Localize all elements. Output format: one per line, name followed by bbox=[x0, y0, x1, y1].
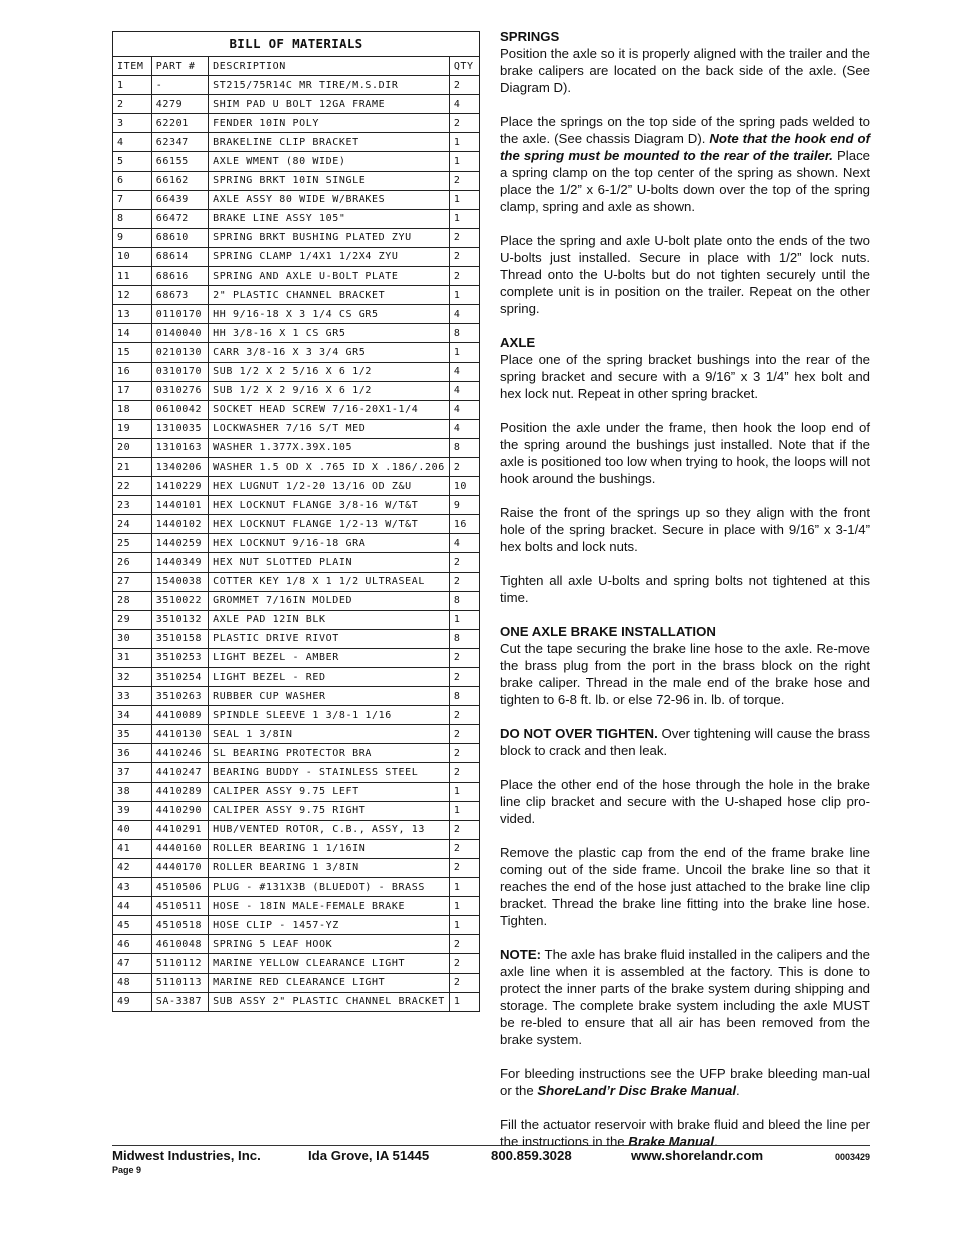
table-row bbox=[113, 228, 480, 247]
cell-description: LOCKWASHER 7/16 S/T MED bbox=[209, 419, 450, 438]
cell-qty: 16 bbox=[449, 515, 479, 534]
cell-part: 4510518 bbox=[151, 916, 208, 935]
springs-p2-emphasis: Note that the hook end of the spring must be mounted to the rear of the trailer. bbox=[500, 131, 870, 163]
cell-item: 13 bbox=[113, 305, 152, 324]
cell-qty: 4 bbox=[449, 400, 479, 419]
footer-city: Ida Grove, IA 51445 bbox=[308, 1148, 430, 1163]
springs-paragraph-1: Position the axle so it is properly aligned with the trailer and the brake calipers are located on the back side of the axle. (See Diagram D). bbox=[500, 46, 870, 95]
cell-qty: 2 bbox=[449, 668, 479, 687]
cell-qty: 8 bbox=[449, 687, 479, 706]
cell-item: 34 bbox=[113, 706, 152, 725]
brake-paragraph-4: Remove the plastic cap from the end of the frame brake line coming out of the side frame. Uncoil the brake line so that it reaches the end of the hose just attached to the brake line clip bracket. Thread the brake line fitting into the brake line hose. Tighten. bbox=[500, 845, 870, 928]
table-row bbox=[113, 209, 480, 228]
table-row bbox=[113, 610, 480, 629]
cell-part: 4410246 bbox=[151, 744, 208, 763]
cell-item: 2 bbox=[113, 95, 152, 114]
cell-qty: 1 bbox=[449, 152, 479, 171]
cell-part: 0140040 bbox=[151, 324, 208, 343]
cell-description: SL BEARING PROTECTOR BRA bbox=[209, 744, 450, 763]
cell-part: - bbox=[151, 76, 208, 95]
table-row bbox=[113, 973, 480, 992]
cell-qty: 10 bbox=[449, 477, 479, 496]
cell-description: SPRING 5 LEAF HOOK bbox=[209, 935, 450, 954]
cell-qty: 2 bbox=[449, 935, 479, 954]
brake-warning-rest: Over tightening will cause the brass block to crack and then leak. bbox=[500, 726, 870, 758]
cell-qty: 1 bbox=[449, 916, 479, 935]
fill-start: Fill the actuator reservoir with brake fluid and bleed the line per the instructions in the bbox=[500, 1117, 870, 1149]
cell-item: 14 bbox=[113, 324, 152, 343]
table-row bbox=[113, 687, 480, 706]
cell-description: SPRING AND AXLE U-BOLT PLATE bbox=[209, 267, 450, 286]
cell-description: BRAKE LINE ASSY 105" bbox=[209, 209, 450, 228]
table-row bbox=[113, 878, 480, 897]
cell-item: 10 bbox=[113, 247, 152, 266]
cell-description: HEX NUT SLOTTED PLAIN bbox=[209, 553, 450, 572]
cell-qty: 8 bbox=[449, 591, 479, 610]
cell-item: 49 bbox=[113, 992, 152, 1011]
bleed-end: . bbox=[736, 1083, 740, 1098]
table-row bbox=[113, 744, 480, 763]
cell-qty: 2 bbox=[449, 706, 479, 725]
cell-description: HEX LUGNUT 1/2-20 13/16 OD Z&U bbox=[209, 477, 450, 496]
cell-description: SUB ASSY 2" PLASTIC CHANNEL BRACKET bbox=[209, 992, 450, 1011]
cell-item: 27 bbox=[113, 572, 152, 591]
table-row bbox=[113, 954, 480, 973]
axle-paragraph-3: Raise the front of the springs up so they align with the front hole of the spring bracket. Secure in place with 9/16” x 3-1/4” hex bolts and lock nuts. bbox=[500, 505, 870, 554]
table-row bbox=[113, 706, 480, 725]
cell-qty: 1 bbox=[449, 343, 479, 362]
cell-part: 68673 bbox=[151, 286, 208, 305]
axle-paragraph-2: Position the axle under the frame, then hook the loop end of the spring around the bushings just installed. Note that if the axle is positioned too low when trying to hook, the loops will not hook around the bushings. bbox=[500, 420, 870, 486]
cell-qty: 9 bbox=[449, 496, 479, 515]
cell-part: 1310035 bbox=[151, 419, 208, 438]
axle-paragraph-4: Tighten all axle U-bolts and spring bolts not tightened at this time. bbox=[500, 573, 870, 605]
cell-part: 4410247 bbox=[151, 763, 208, 782]
cell-description: AXLE ASSY 80 WIDE W/BRAKES bbox=[209, 190, 450, 209]
axle-heading: AXLE bbox=[500, 335, 536, 350]
table-row bbox=[113, 133, 480, 152]
bleed-start: For bleeding instructions see the UFP brake bleeding man-ual or the bbox=[500, 1066, 870, 1098]
cell-description: GROMMET 7/16IN MOLDED bbox=[209, 591, 450, 610]
cell-description: ROLLER BEARING 1 3/8IN bbox=[209, 858, 450, 877]
cell-part: 5110112 bbox=[151, 954, 208, 973]
cell-item: 16 bbox=[113, 362, 152, 381]
footer-website: www.shorelandr.com bbox=[631, 1148, 764, 1163]
springs-p2-start: Place the springs on the top side of the spring pads welded to the axle. (See chassis Diagram D). bbox=[500, 114, 870, 146]
table-row bbox=[113, 992, 480, 1011]
cell-qty: 1 bbox=[449, 992, 479, 1011]
table-row bbox=[113, 95, 480, 114]
cell-item: 8 bbox=[113, 209, 152, 228]
cell-item: 18 bbox=[113, 400, 152, 419]
cell-description: RUBBER CUP WASHER bbox=[209, 687, 450, 706]
bleeding-paragraph bbox=[500, 1065, 870, 1099]
fill-manual-title: Brake Manual bbox=[628, 1134, 715, 1149]
cell-part: 4610048 bbox=[151, 935, 208, 954]
cell-item: 41 bbox=[113, 839, 152, 858]
cell-item: 9 bbox=[113, 228, 152, 247]
cell-part: 4510506 bbox=[151, 878, 208, 897]
header-qty: QTY bbox=[449, 57, 479, 76]
cell-part: 4510511 bbox=[151, 897, 208, 916]
cell-item: 35 bbox=[113, 725, 152, 744]
header-description: DESCRIPTION bbox=[209, 57, 450, 76]
cell-part: 66439 bbox=[151, 190, 208, 209]
table-row bbox=[113, 419, 480, 438]
table-row bbox=[113, 935, 480, 954]
cell-qty: 1 bbox=[449, 209, 479, 228]
cell-part: 0210130 bbox=[151, 343, 208, 362]
cell-part: 4410289 bbox=[151, 782, 208, 801]
cell-qty: 2 bbox=[449, 228, 479, 247]
cell-item: 38 bbox=[113, 782, 152, 801]
table-row bbox=[113, 801, 480, 820]
instructions-column bbox=[500, 28, 870, 1167]
cell-qty: 4 bbox=[449, 381, 479, 400]
cell-part: 0310170 bbox=[151, 362, 208, 381]
cell-description: CALIPER ASSY 9.75 RIGHT bbox=[209, 801, 450, 820]
cell-qty: 2 bbox=[449, 247, 479, 266]
cell-item: 11 bbox=[113, 267, 152, 286]
cell-part: 66162 bbox=[151, 171, 208, 190]
table-row bbox=[113, 362, 480, 381]
cell-part: 68616 bbox=[151, 267, 208, 286]
table-row bbox=[113, 152, 480, 171]
cell-item: 3 bbox=[113, 114, 152, 133]
cell-qty: 4 bbox=[449, 305, 479, 324]
cell-part: 3510254 bbox=[151, 668, 208, 687]
cell-description: WASHER 1.377X.39X.105 bbox=[209, 438, 450, 457]
cell-item: 30 bbox=[113, 629, 152, 648]
cell-item: 12 bbox=[113, 286, 152, 305]
fill-end: . bbox=[714, 1134, 718, 1149]
cell-description: LIGHT BEZEL - RED bbox=[209, 668, 450, 687]
cell-item: 5 bbox=[113, 152, 152, 171]
table-row bbox=[113, 457, 480, 476]
cell-qty: 2 bbox=[449, 553, 479, 572]
table-row bbox=[113, 782, 480, 801]
cell-description: HH 9/16-18 X 3 1/4 CS GR5 bbox=[209, 305, 450, 324]
header-item: ITEM bbox=[113, 57, 152, 76]
cell-qty: 2 bbox=[449, 820, 479, 839]
cell-description: SPRING CLAMP 1/4X1 1/2X4 ZYU bbox=[209, 247, 450, 266]
table-row bbox=[113, 763, 480, 782]
table-row bbox=[113, 897, 480, 916]
cell-item: 33 bbox=[113, 687, 152, 706]
cell-item: 28 bbox=[113, 591, 152, 610]
cell-description: SUB 1/2 X 2 5/16 X 6 1/2 bbox=[209, 362, 450, 381]
cell-item: 37 bbox=[113, 763, 152, 782]
cell-description: HOSE CLIP - 1457-YZ bbox=[209, 916, 450, 935]
table-row bbox=[113, 591, 480, 610]
cell-qty: 1 bbox=[449, 801, 479, 820]
bom-body bbox=[113, 76, 480, 1012]
cell-qty: 2 bbox=[449, 171, 479, 190]
cell-item: 23 bbox=[113, 496, 152, 515]
cell-qty: 8 bbox=[449, 629, 479, 648]
cell-qty: 2 bbox=[449, 973, 479, 992]
brake-heading: ONE AXLE BRAKE INSTALLATION bbox=[500, 624, 716, 639]
table-row bbox=[113, 534, 480, 553]
cell-part: 68614 bbox=[151, 247, 208, 266]
table-row bbox=[113, 343, 480, 362]
table-row bbox=[113, 477, 480, 496]
table-row bbox=[113, 76, 480, 95]
cell-item: 45 bbox=[113, 916, 152, 935]
cell-description: CALIPER ASSY 9.75 LEFT bbox=[209, 782, 450, 801]
cell-description: ST215/75R14C MR TIRE/M.S.DIR bbox=[209, 76, 450, 95]
bom-title: BILL OF MATERIALS bbox=[112, 31, 480, 56]
cell-description: SHIM PAD U BOLT 12GA FRAME bbox=[209, 95, 450, 114]
note-label: NOTE: bbox=[500, 947, 542, 962]
table-row bbox=[113, 553, 480, 572]
cell-description: SOCKET HEAD SCREW 7/16-20X1-1/4 bbox=[209, 400, 450, 419]
cell-part: 4440160 bbox=[151, 839, 208, 858]
table-row bbox=[113, 572, 480, 591]
cell-item: 46 bbox=[113, 935, 152, 954]
bill-of-materials-table bbox=[112, 31, 480, 1012]
cell-qty: 1 bbox=[449, 286, 479, 305]
brake-paragraph-1: Cut the tape securing the brake line hose to the axle. Re-move the brass plug from the port in the brass block on the right brake caliper. Thread in the male end of the brake hose and tighten to 6-8 ft. lb. or else 72-96 in. lb. of torque. bbox=[500, 641, 870, 707]
cell-qty: 2 bbox=[449, 457, 479, 476]
table-row bbox=[113, 324, 480, 343]
cell-qty: 2 bbox=[449, 572, 479, 591]
cell-item: 36 bbox=[113, 744, 152, 763]
cell-part: SA-3387 bbox=[151, 992, 208, 1011]
cell-qty: 4 bbox=[449, 534, 479, 553]
cell-part: 0610042 bbox=[151, 400, 208, 419]
cell-item: 7 bbox=[113, 190, 152, 209]
table-row bbox=[113, 820, 480, 839]
cell-qty: 2 bbox=[449, 648, 479, 667]
cell-part: 66155 bbox=[151, 152, 208, 171]
cell-description: AXLE PAD 12IN BLK bbox=[209, 610, 450, 629]
cell-description: SUB 1/2 X 2 9/16 X 6 1/2 bbox=[209, 381, 450, 400]
cell-part: 3510158 bbox=[151, 629, 208, 648]
cell-part: 4410089 bbox=[151, 706, 208, 725]
cell-description: AXLE WMENT (80 WIDE) bbox=[209, 152, 450, 171]
cell-part: 66472 bbox=[151, 209, 208, 228]
cell-description: HOSE - 18IN MALE-FEMALE BRAKE bbox=[209, 897, 450, 916]
cell-part: 4410130 bbox=[151, 725, 208, 744]
springs-p2-end: Place a spring clamp on the top center of the spring as shown. Next place the 1/2” x 6-1/2” U-bolts down over the top of the spring clamp, spring and axle as shown. bbox=[500, 148, 871, 214]
cell-qty: 1 bbox=[449, 133, 479, 152]
cell-item: 4 bbox=[113, 133, 152, 152]
cell-part: 68610 bbox=[151, 228, 208, 247]
cell-description: PLASTIC DRIVE RIVOT bbox=[209, 629, 450, 648]
cell-item: 26 bbox=[113, 553, 152, 572]
cell-description: SEAL 1 3/8IN bbox=[209, 725, 450, 744]
cell-part: 4279 bbox=[151, 95, 208, 114]
cell-item: 44 bbox=[113, 897, 152, 916]
table-row bbox=[113, 916, 480, 935]
brake-paragraph-3: Place the other end of the hose through the hole in the brake line clip bracket and secure with the U-shaped hose clip pro-vided. bbox=[500, 777, 870, 826]
cell-part: 0310276 bbox=[151, 381, 208, 400]
cell-item: 40 bbox=[113, 820, 152, 839]
table-row bbox=[113, 381, 480, 400]
cell-part: 1440349 bbox=[151, 553, 208, 572]
cell-qty: 1 bbox=[449, 610, 479, 629]
cell-description: SPRING BRKT 10IN SINGLE bbox=[209, 171, 450, 190]
footer-doc-code: 0003429 bbox=[834, 1152, 870, 1162]
cell-description: BRAKELINE CLIP BRACKET bbox=[209, 133, 450, 152]
table-row bbox=[113, 858, 480, 877]
cell-item: 43 bbox=[113, 878, 152, 897]
table-row bbox=[113, 247, 480, 266]
cell-qty: 2 bbox=[449, 839, 479, 858]
cell-description: HEX LOCKNUT FLANGE 1/2-13 W/T&T bbox=[209, 515, 450, 534]
cell-part: 1440101 bbox=[151, 496, 208, 515]
cell-description: HEX LOCKNUT 9/16-18 GRA bbox=[209, 534, 450, 553]
cell-qty: 2 bbox=[449, 954, 479, 973]
table-row bbox=[113, 190, 480, 209]
cell-part: 3510022 bbox=[151, 591, 208, 610]
cell-description: LIGHT BEZEL - AMBER bbox=[209, 648, 450, 667]
springs-paragraph-3: Place the spring and axle U-bolt plate onto the ends of the two U-bolts just installed. Secure in place with 1/2” lock nuts. Thread onto the U-bolts but do not tighten securely until the complete unit is in position on the trailer. Repeat on the other spring. bbox=[500, 233, 870, 316]
cell-item: 29 bbox=[113, 610, 152, 629]
cell-qty: 2 bbox=[449, 858, 479, 877]
table-row bbox=[113, 400, 480, 419]
cell-qty: 4 bbox=[449, 419, 479, 438]
cell-item: 1 bbox=[113, 76, 152, 95]
cell-qty: 1 bbox=[449, 897, 479, 916]
cell-description: PLUG - #131X3B (BLUEDOT) - BRASS bbox=[209, 878, 450, 897]
table-row bbox=[113, 438, 480, 457]
cell-item: 48 bbox=[113, 973, 152, 992]
cell-part: 62201 bbox=[151, 114, 208, 133]
table-row bbox=[113, 839, 480, 858]
page-footer bbox=[112, 1145, 870, 1175]
cell-item: 15 bbox=[113, 343, 152, 362]
bom-header-row bbox=[113, 57, 480, 76]
cell-part: 4440170 bbox=[151, 858, 208, 877]
cell-part: 1310163 bbox=[151, 438, 208, 457]
cell-qty: 2 bbox=[449, 76, 479, 95]
cell-part: 1540038 bbox=[151, 572, 208, 591]
cell-item: 42 bbox=[113, 858, 152, 877]
cell-description: ROLLER BEARING 1 1/16IN bbox=[209, 839, 450, 858]
cell-item: 47 bbox=[113, 954, 152, 973]
table-row bbox=[113, 725, 480, 744]
cell-description: MARINE RED CLEARANCE LIGHT bbox=[209, 973, 450, 992]
table-row bbox=[113, 267, 480, 286]
cell-item: 25 bbox=[113, 534, 152, 553]
cell-part: 1340206 bbox=[151, 457, 208, 476]
table-row bbox=[113, 496, 480, 515]
cell-description: BEARING BUDDY - STAINLESS STEEL bbox=[209, 763, 450, 782]
cell-part: 4410291 bbox=[151, 820, 208, 839]
cell-qty: 2 bbox=[449, 763, 479, 782]
cell-part: 62347 bbox=[151, 133, 208, 152]
springs-paragraph-2 bbox=[500, 113, 870, 215]
cell-description: SPRING BRKT BUSHING PLATED ZYU bbox=[209, 228, 450, 247]
cell-item: 39 bbox=[113, 801, 152, 820]
table-row bbox=[113, 305, 480, 324]
header-part: PART # bbox=[151, 57, 208, 76]
table-row bbox=[113, 286, 480, 305]
cell-qty: 4 bbox=[449, 362, 479, 381]
cell-qty: 8 bbox=[449, 438, 479, 457]
cell-qty: 1 bbox=[449, 878, 479, 897]
table-row bbox=[113, 668, 480, 687]
brake-warning: DO NOT OVER TIGHTEN. bbox=[500, 726, 658, 741]
cell-qty: 2 bbox=[449, 114, 479, 133]
table-row bbox=[113, 648, 480, 667]
cell-description: HH 3/8-16 X 1 CS GR5 bbox=[209, 324, 450, 343]
table-row bbox=[113, 629, 480, 648]
cell-qty: 1 bbox=[449, 190, 479, 209]
footer-phone: 800.859.3028 bbox=[491, 1148, 572, 1163]
cell-description: HUB/VENTED ROTOR, C.B., ASSY, 13 bbox=[209, 820, 450, 839]
cell-part: 1440259 bbox=[151, 534, 208, 553]
axle-paragraph-1: Place one of the spring bracket bushings into the rear of the spring bracket and secure with a 9/16” x 3 1/4” hex bolt and hex lock nut. Repeat in other spring bracket. bbox=[500, 352, 870, 401]
cell-qty: 4 bbox=[449, 95, 479, 114]
cell-part: 3510132 bbox=[151, 610, 208, 629]
note-text: The axle has brake fluid installed in the calipers and the axle line when it is assembled at the factory. This is done to protect the inner parts of the brake system during shipping and storage. The complete brake system including the axle MUST be re-bled to ensure that all air has been removed from the brake system. bbox=[500, 947, 870, 1047]
table-row bbox=[113, 171, 480, 190]
footer-company: Midwest Industries, Inc. bbox=[112, 1148, 261, 1163]
cell-item: 17 bbox=[113, 381, 152, 400]
cell-part: 5110113 bbox=[151, 973, 208, 992]
cell-item: 19 bbox=[113, 419, 152, 438]
table-row bbox=[113, 515, 480, 534]
cell-description: FENDER 10IN POLY bbox=[209, 114, 450, 133]
cell-part: 3510263 bbox=[151, 687, 208, 706]
note-paragraph bbox=[500, 946, 870, 1048]
cell-item: 20 bbox=[113, 438, 152, 457]
cell-item: 24 bbox=[113, 515, 152, 534]
cell-item: 31 bbox=[113, 648, 152, 667]
cell-qty: 2 bbox=[449, 744, 479, 763]
cell-description: HEX LOCKNUT FLANGE 3/8-16 W/T&T bbox=[209, 496, 450, 515]
cell-part: 3510253 bbox=[151, 648, 208, 667]
cell-qty: 1 bbox=[449, 782, 479, 801]
cell-qty: 8 bbox=[449, 324, 479, 343]
page-number: Page 9 bbox=[112, 1165, 142, 1175]
cell-item: 21 bbox=[113, 457, 152, 476]
brake-paragraph-2 bbox=[500, 725, 870, 759]
cell-item: 32 bbox=[113, 668, 152, 687]
cell-item: 22 bbox=[113, 477, 152, 496]
cell-description: MARINE YELLOW CLEARANCE LIGHT bbox=[209, 954, 450, 973]
cell-item: 6 bbox=[113, 171, 152, 190]
cell-part: 1410229 bbox=[151, 477, 208, 496]
cell-description: WASHER 1.5 OD X .765 ID X .186/.206 bbox=[209, 457, 450, 476]
cell-part: 0110170 bbox=[151, 305, 208, 324]
bleed-manual-title: ShoreLand’r Disc Brake Manual bbox=[537, 1083, 736, 1098]
cell-qty: 2 bbox=[449, 267, 479, 286]
cell-part: 4410290 bbox=[151, 801, 208, 820]
cell-qty: 2 bbox=[449, 725, 479, 744]
cell-part: 1440102 bbox=[151, 515, 208, 534]
cell-description: CARR 3/8-16 X 3 3/4 GR5 bbox=[209, 343, 450, 362]
cell-description: COTTER KEY 1/8 X 1 1/2 ULTRASEAL bbox=[209, 572, 450, 591]
springs-heading: SPRINGS bbox=[500, 29, 560, 44]
cell-description: SPINDLE SLEEVE 1 3/8-1 1/16 bbox=[209, 706, 450, 725]
table-row bbox=[113, 114, 480, 133]
cell-description: 2" PLASTIC CHANNEL BRACKET bbox=[209, 286, 450, 305]
